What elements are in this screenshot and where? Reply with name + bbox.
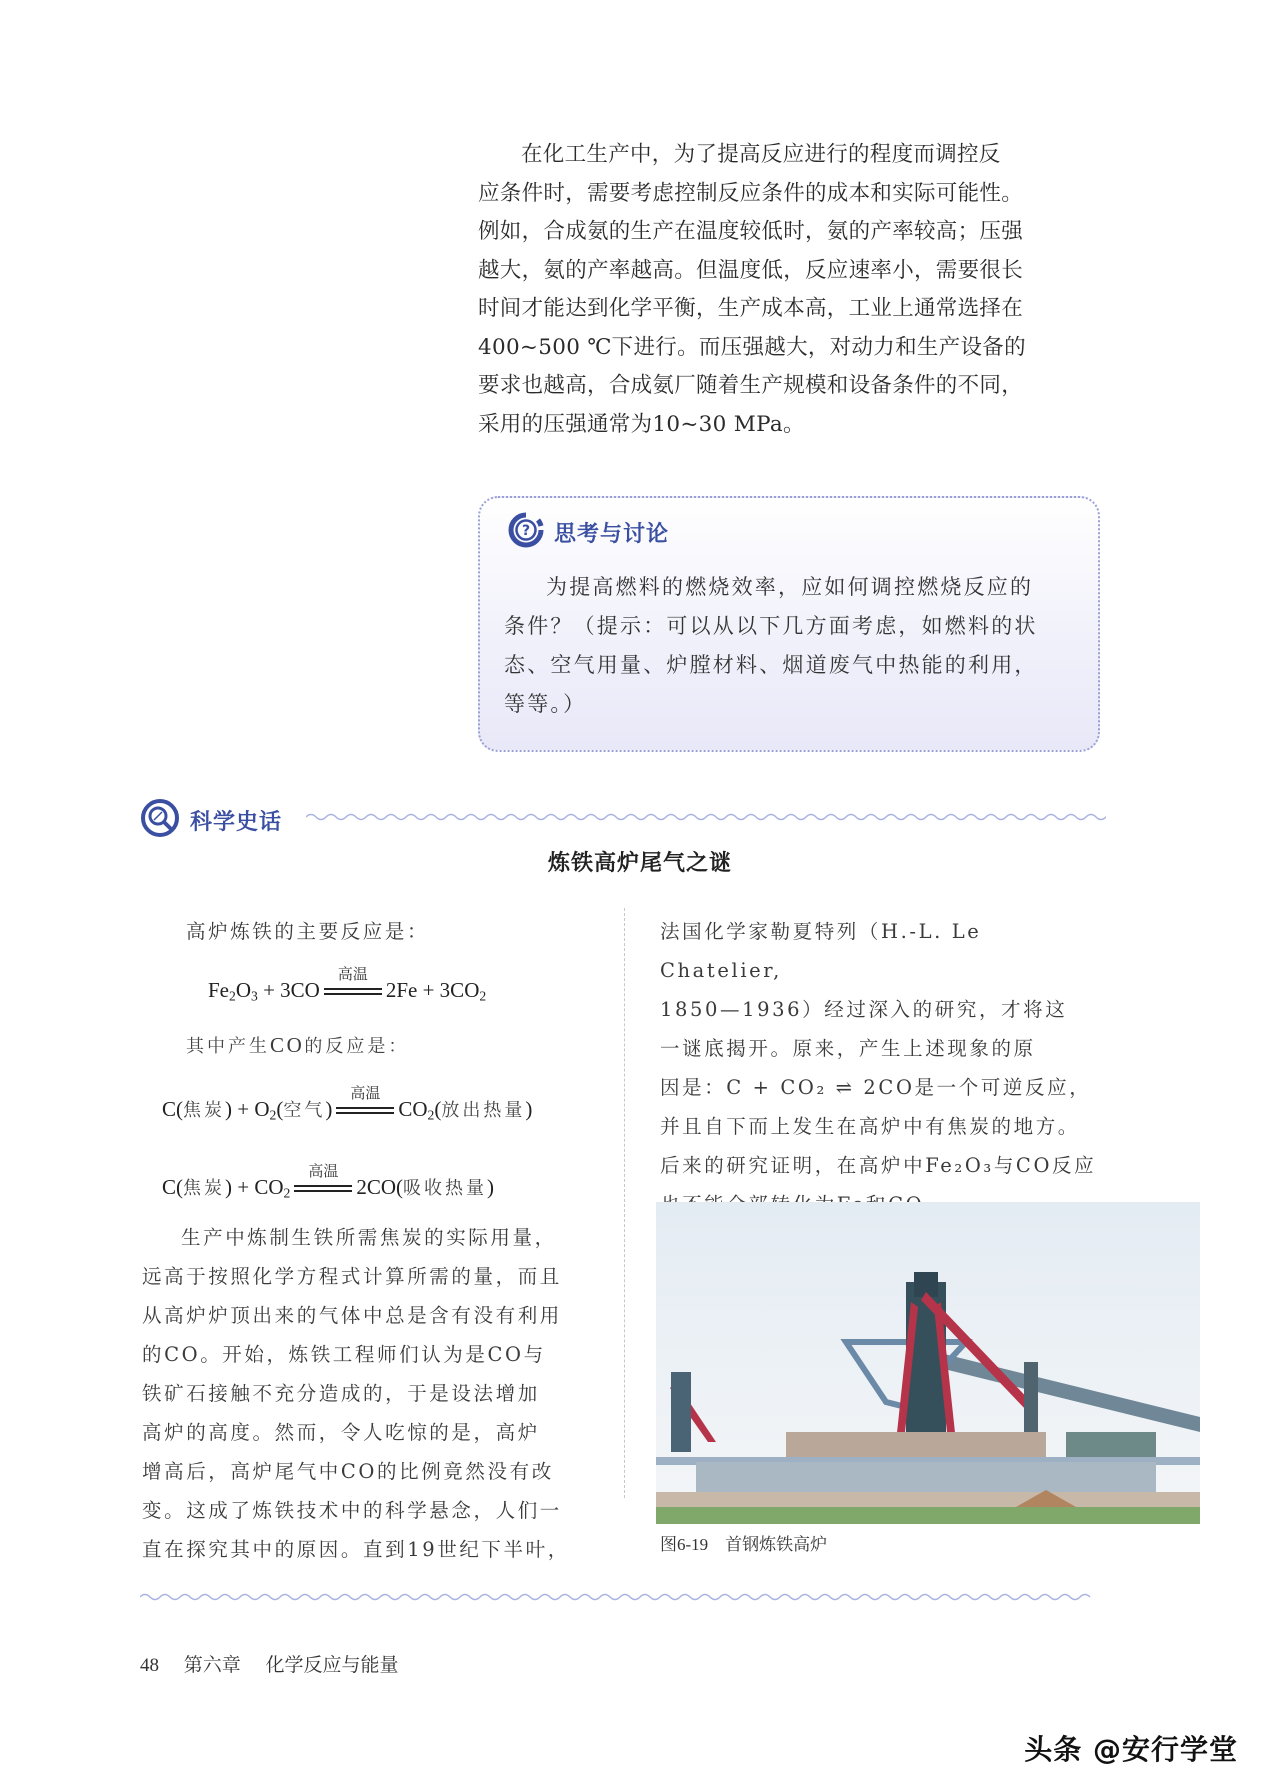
para-line: 法国化学家勒夏特列（H.-L. Le Chatelier, [660, 920, 982, 982]
para-line: 增高后，高炉尾气中CO的比例竟然没有改 [142, 1460, 554, 1483]
magnifier-icon [140, 798, 180, 842]
source-watermark: 头条 @安行学堂 [1024, 1733, 1238, 1766]
page-number: 48 [140, 1655, 159, 1676]
para-line: 一谜底揭开。原来，产生上述现象的原 [660, 1037, 1036, 1060]
wave-divider-bottom [140, 1592, 1106, 1602]
chapter-label: 第六章 [183, 1655, 241, 1676]
para-line: 从高炉炉顶出来的气体中总是含有没有利用 [142, 1304, 562, 1327]
intro-line: 越大，氨的产率越高。但温度低，反应速率小，需要很长 [478, 257, 1024, 283]
intro-line: 400~500 ℃下进行。而压强越大，对动力和生产设备的 [478, 334, 1026, 360]
discussion-line: 为提高燃料的燃烧效率，应如何调控燃烧反应的 [546, 575, 1034, 599]
intro-line: 采用的压强通常为10~30 MPa。 [478, 411, 805, 437]
para-line: 铁矿石接触不充分造成的，于是设法增加 [142, 1382, 540, 1405]
para-line: 远高于按照化学方程式计算所需的量，而且 [142, 1265, 562, 1288]
para-line: 直在探究其中的原因。直到19世纪下半叶， [142, 1538, 570, 1561]
intro-line: 在化工生产中，为了提高反应进行的程度而调控反 [521, 142, 1001, 167]
history-header [140, 798, 282, 842]
discussion-text [504, 568, 1076, 724]
equation-coke-reduction: C(焦炭) + $CO_2$ 高温 2CO(吸收热量) [162, 1162, 495, 1201]
discussion-line: 态、空气用量、炉膛材料、烟道废气中热能的利用， [504, 653, 1038, 677]
wave-divider-top [306, 812, 1106, 822]
intro-line: 要求也越高，合成氨厂随着生产规模和设备条件的不同， [478, 373, 1024, 398]
para-line: 1850—1936）经过深入的研究，才将这 [660, 998, 1068, 1021]
discussion-header [508, 512, 669, 552]
figure-caption: 图6-19 首钢炼铁高炉 [660, 1535, 828, 1554]
discussion-box [478, 496, 1100, 752]
history-left-paragraph [142, 1218, 590, 1569]
page-footer [140, 1650, 419, 1677]
equation-main-reaction: $Fe_2O_3 + 3CO$ 高温 $2Fe + 3CO_2$ [208, 965, 487, 1004]
history-right-paragraph [660, 912, 1110, 1224]
para-line: 因是：C + CO₂ ⇌ 2CO是一个可逆反应， [660, 1076, 1092, 1099]
para-line: 后来的研究证明，在高炉中Fe₂O₃与CO反应 [660, 1154, 1097, 1177]
column-divider [624, 908, 625, 1498]
para-line: 的CO。开始，炼铁工程师们认为是CO与 [142, 1343, 546, 1366]
history-intro-1: 高炉炼铁的主要反应是： [186, 920, 430, 943]
chapter-title: 化学反应与能量 [265, 1655, 399, 1676]
svg-text:?: ? [521, 523, 531, 539]
discussion-line: 条件？（提示：可以从以下几方面考虑，如燃料的状 [504, 614, 1038, 638]
intro-line: 应条件时，需要考虑控制反应条件的成本和实际可能性。 [478, 180, 1024, 206]
para-line: 生产中炼制生铁所需焦炭的实际用量， [181, 1226, 557, 1249]
intro-line: 时间才能达到化学平衡，生产成本高，工业上通常选择在 [478, 296, 1024, 321]
para-line: 高炉的高度。然而，令人吃惊的是，高炉 [142, 1421, 540, 1444]
history-section-label: 科学史话 [190, 809, 283, 835]
para-line: 变。这成了炼铁技术中的科学悬念，人们一 [142, 1499, 562, 1522]
discussion-title: 思考与讨论 [554, 521, 670, 547]
question-icon [508, 512, 544, 552]
discussion-line: 等等。） [504, 692, 587, 716]
blast-furnace-photo [656, 1202, 1200, 1524]
para-line: 并且自下而上发生在高炉中有焦炭的地方。 [660, 1115, 1080, 1138]
equation-coke-combustion: C(焦炭) + $O_2$(空气) 高温 $CO_2$(放出热量) [162, 1084, 533, 1123]
equals-arrow: 高温 [324, 987, 382, 997]
history-intro-2: 其中产生CO的反应是： [186, 1033, 410, 1057]
intro-paragraph [478, 136, 1108, 444]
intro-line: 例如，合成氨的生产在温度较低时，氨的产率较高；压强 [478, 219, 1024, 244]
story-title: 炼铁高炉尾气之谜 [547, 851, 732, 876]
